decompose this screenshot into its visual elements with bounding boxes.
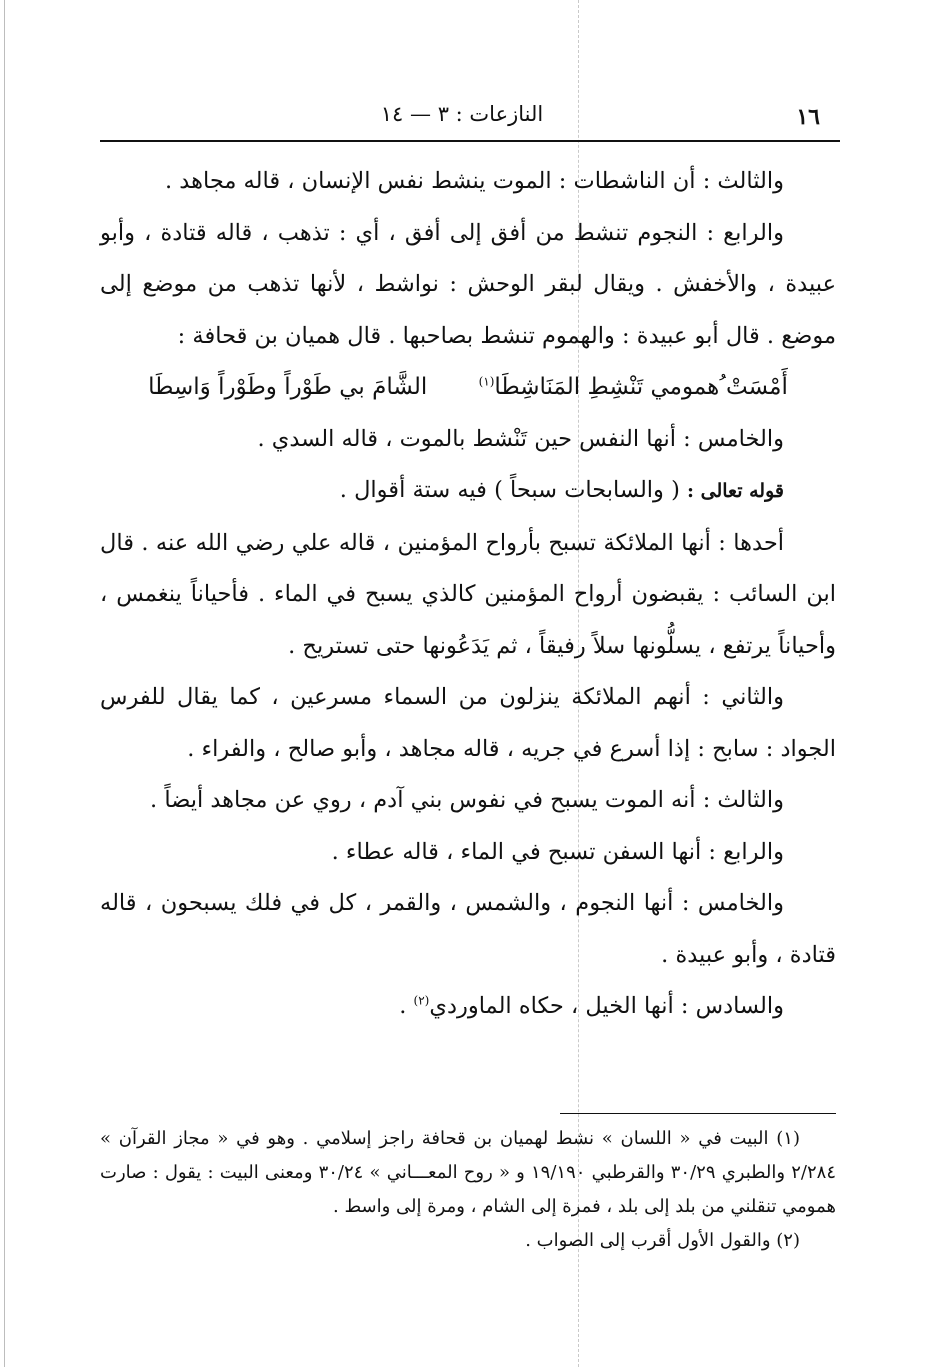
footnote-mark: (٢) <box>413 993 430 1008</box>
saying-paragraph: والثالث : أنه الموت يسبح في نفوس بني آدم ، روي عن مجاهد أيضاً . <box>150 787 784 813</box>
poetry-verse <box>100 362 836 414</box>
page-edge-line <box>4 0 5 1367</box>
footnotes <box>100 1122 836 1258</box>
saying-paragraph: والخامس : أنها النجوم ، والشمس ، والقمر ، كل في فلك يسبحون ، قاله قتادة ، وأبو عبيدة . <box>100 890 836 968</box>
page-number: ١٦ <box>796 104 820 130</box>
verse-hemistich-first: أَمْسَتْ ُهمومي تَنْشِطِ المَنَاشِطَا$^{(١)}$ <box>478 374 788 400</box>
footnote-mark: (١) <box>478 374 495 389</box>
saying-paragraph: أحدها : أنها الملائكة تسبح بأرواح المؤمنين ، قاله علي رضي الله عنه . قال ابن السائب : يقبضون أرواح المؤمنين كالذي يسبح في الماء . فأحياناً ينغمس ، وأحياناً يرتفع ، يسلُّونها سلاً رفيقاً ، ثم يَدَعُونها حتى تستريح . <box>100 529 836 659</box>
header-rule <box>100 140 840 142</box>
saying-paragraph-last: والسادس : أنها الخيل ، حكاه الماوردي$^{(٢)}$ . <box>399 993 784 1019</box>
paragraph: والخامس : أنها النفس حين تَنْشط بالموت ، قاله السدي . <box>257 425 784 452</box>
quran-heading-text: ( والسابحات سبحاً ) فيه ستة أقوال . <box>339 477 680 503</box>
main-text <box>100 156 836 1033</box>
paragraph: والثالث : أن الناشطات : الموت ينشط نفس الإنسان ، قاله مجاهد . <box>164 168 784 194</box>
page-header <box>100 98 824 138</box>
paragraph: والرابع : النجوم تنشط من أفق إلى أفق ، أي : تذهب ، قاله قتادة ، وأبو عبيدة ، والأخفش . ويقال لبقر الوحش : نواشط ، لأنها تذهب من موضع إلى موضع . قال أبو عبيدة : والهموم تنشط بصاحبها . قال هميان بن قحافة : <box>100 219 836 349</box>
footnote-item: (١) البيت في « اللسان » نشط لهميان بن قحافة راجز إسلامي . وهو في « مجاز القرآن » ٢/٢٨٤ والطبري ٣٠/٢٩ والقرطبي ١٩/١٩٠ و « روح المعـــاني » ٣٠/٢٤ ومعنى البيت : يقول : صارت همومي تنقلني من بلد إلى بلد ، فمرة إلى الشام ، ومرة إلى واسط . <box>100 1128 837 1217</box>
verse-hemistich-second: الشَّامَ بي طَوْراً وطَوْراً وَاسِطَا <box>148 374 428 400</box>
running-title: النازعات : ٣ — ١٤ <box>380 102 544 126</box>
footnote-rule <box>560 1113 836 1114</box>
footnote-item: (٢) والقول الأول أقرب إلى الصواب . <box>525 1230 800 1251</box>
saying-paragraph: والرابع : أنها السفن تسبح في الماء ، قاله عطاء . <box>331 838 784 865</box>
quran-heading-label: قوله تعالى : <box>687 480 784 502</box>
saying-paragraph: والثاني : أنهم الملائكة ينزلون من السماء مسرعين ، كما يقال للفرس الجواد : سابح : إذا أسرع في جريه ، قاله مجاهد ، وأبو صالح ، والفراء . <box>100 684 836 762</box>
quran-verse-heading <box>100 465 836 518</box>
